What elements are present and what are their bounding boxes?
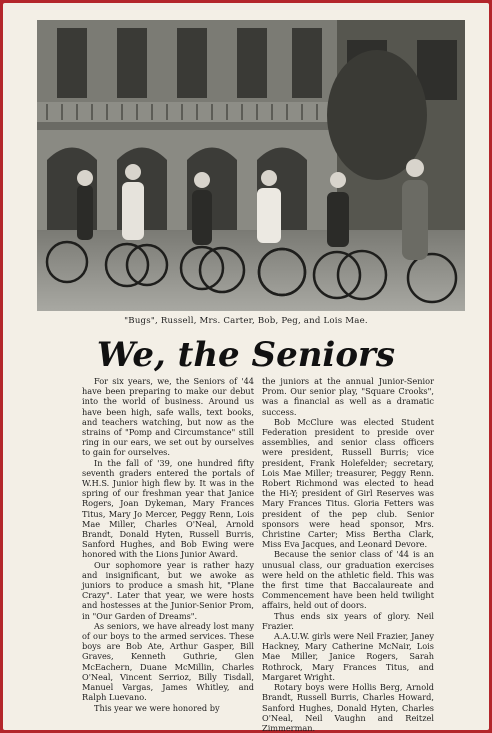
group-photo (37, 20, 465, 311)
paragraph: For six years, we, the Seniors of '44 have been preparing to make our debut into the world of business. Around us have been high, safe walls, text books, and teachers watching, but now as the strains of "Pomp and Circumstance" still ring in our ears, we set out by ourselves to gain for ourselves. (82, 376, 254, 458)
paragraph: Our sophomore year is rather hazy and insignificant, but we awoke as juniors to produce a smash hit, "Plane Crazy". Later that year, we were hosts and hostesses at the Junior-Senior Prom, in "Our Garden of Dreams". (82, 559, 254, 621)
paragraph: As seniors, we have already lost many of our boys to the armed services. These boys are Bob Ate, Arthur Gasper, Bill Graves, Kenneth Guthrie, Glen McEachern, Duane McMillin, Charles O'Neal, Vincent Serrioz, Billy Tisdall, Manuel Vargas, James Whitley, and Ralph Luevano. (82, 620, 254, 703)
article-column-right (262, 376, 434, 733)
paragraph: This year we were honored by (94, 702, 220, 713)
paragraph: In the fall of '39, one hundred fifty seventh graders entered the portals of W.H.S. Junior high flew by. It was in the spring of our freshman year that Janice Rogers, Joan Dykeman, Mary Frances Titus, Mary Jo Mercer, Peggy Renn, Lois Mae Miller, Charles O'Neal, Arnold Brandt, Donald Hyten, Russell Burris, Sanford Hughes, and Bob Ewing were honored with the Lions Junior Award. (82, 457, 254, 560)
paragraph: Thus ends six years of glory. Neil Frazier. (262, 610, 434, 631)
yearbook-page (3, 3, 489, 733)
paragraph: Rotary boys were Hollis Berg, Arnold Brandt, Russell Burris, Charles Howard, Sanford Hughes, Donald Hyten, Charles O'Neal, Neil Vaughn and Reitzel Zimmerman. (262, 682, 434, 733)
photo-illustration (37, 20, 465, 311)
paragraph: Because the senior class of '44 is an unusual class, our graduation exercises were held on the athletic field. This was the first time that Baccalaureate and Commencement have been held twilight affairs, held out of doors. (262, 549, 434, 611)
article-column-left (82, 376, 254, 713)
photo-caption: "Bugs", Russell, Mrs. Carter, Bob, Peg, and Lois Mae. (124, 316, 368, 326)
paragraph: A.A.U.W. girls were Neil Frazier, Janey Hackney, Mary Catherine McNair, Lois Mae Miller, Janice Rogers, Sarah Rothrock, Mary Frances Titus, and Margaret Wright. (262, 631, 434, 682)
paragraph: the juniors at the annual Junior-Senior Prom. Our senior play, "Square Crooks", was a financial as well as a dramatic success. (262, 376, 434, 417)
page-title: We, the Seniors (96, 335, 396, 375)
ground (37, 230, 465, 311)
paragraph: Bob McClure was elected Student Federation president to preside over assemblies, and senior class officers were president, Russell Burris; vice president, Frank Holefelder; secretary, Lois Mae Miller; treasurer, Peggy Renn. Robert Richmond was elected to head the Hi-Y; president of Girl Reserves was Mary Frances Titus. Gloria Fetters was president of the pep club. Senior sponsors were head sponsor, Mrs. Christine Carter; Miss Bertha Clark, Miss Eva Jacques, and Leonard Devore. (262, 416, 434, 550)
